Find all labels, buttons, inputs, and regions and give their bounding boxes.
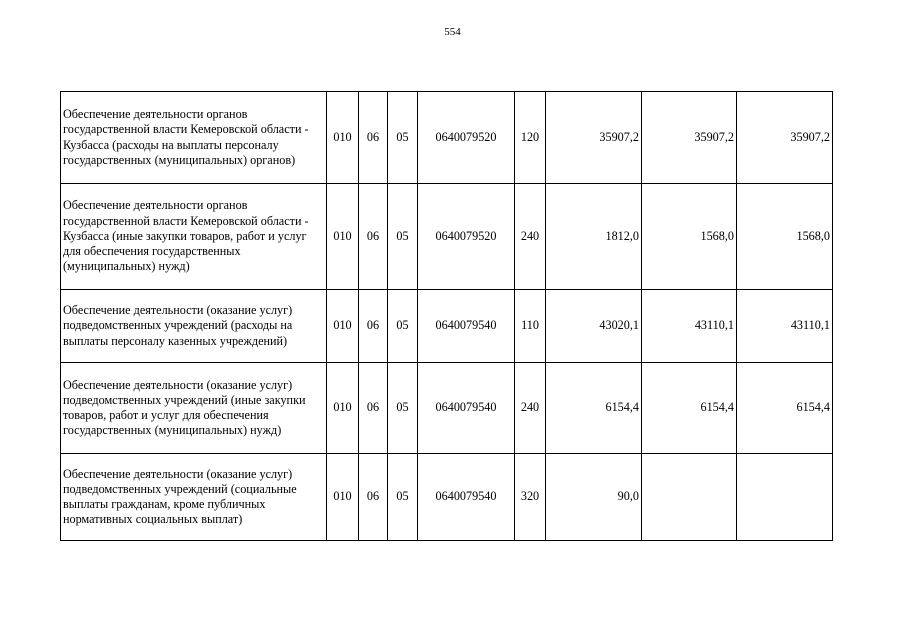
- target-article-code: 0640079520: [418, 184, 515, 290]
- target-article-code: 0640079540: [418, 290, 515, 363]
- chapter-code: 010: [327, 454, 359, 541]
- target-article-code: 0640079520: [418, 92, 515, 184]
- section-code: 06: [359, 92, 388, 184]
- row-description: Обеспечение деятельности (оказание услуг) подведомственных учреждений (иные закупки товаров, работ и услуг для обеспечения государственных (муниципальных) нужд): [61, 363, 327, 454]
- section-code: 06: [359, 184, 388, 290]
- section-code: 06: [359, 363, 388, 454]
- amount-year-2: 1568,0: [642, 184, 737, 290]
- budget-table: [60, 91, 833, 541]
- amount-year-1: 6154,4: [546, 363, 642, 454]
- amount-year-3: 43110,1: [737, 290, 833, 363]
- chapter-code: 010: [327, 363, 359, 454]
- expense-type-code: 240: [515, 363, 546, 454]
- table-row: [61, 290, 833, 363]
- chapter-code: 010: [327, 290, 359, 363]
- amount-year-3: [737, 454, 833, 541]
- expense-type-code: 320: [515, 454, 546, 541]
- table-row: [61, 92, 833, 184]
- subsection-code: 05: [388, 363, 418, 454]
- section-code: 06: [359, 290, 388, 363]
- expense-type-code: 120: [515, 92, 546, 184]
- amount-year-1: 43020,1: [546, 290, 642, 363]
- subsection-code: 05: [388, 454, 418, 541]
- table-row: [61, 184, 833, 290]
- chapter-code: 010: [327, 184, 359, 290]
- target-article-code: 0640079540: [418, 454, 515, 541]
- subsection-code: 05: [388, 290, 418, 363]
- amount-year-1: 35907,2: [546, 92, 642, 184]
- amount-year-3: 1568,0: [737, 184, 833, 290]
- row-description: Обеспечение деятельности органов государственной власти Кемеровской области - Кузбасса (иные закупки товаров, работ и услуг для обеспечения государственных (муниципальных) нужд): [61, 184, 327, 290]
- amount-year-2: 6154,4: [642, 363, 737, 454]
- row-description: Обеспечение деятельности органов государственной власти Кемеровской области - Кузбасса (расходы на выплаты персоналу государственных (муниципальных) органов): [61, 92, 327, 184]
- expense-type-code: 110: [515, 290, 546, 363]
- page-number: 554: [444, 26, 461, 38]
- amount-year-1: 90,0: [546, 454, 642, 541]
- amount-year-2: [642, 454, 737, 541]
- subsection-code: 05: [388, 92, 418, 184]
- subsection-code: 05: [388, 184, 418, 290]
- amount-year-2: 35907,2: [642, 92, 737, 184]
- amount-year-2: 43110,1: [642, 290, 737, 363]
- row-description: Обеспечение деятельности (оказание услуг) подведомственных учреждений (социальные выплаты гражданам, кроме публичных нормативных социальных выплат): [61, 454, 327, 541]
- row-description: Обеспечение деятельности (оказание услуг) подведомственных учреждений (расходы на выплаты персоналу казенных учреждений): [61, 290, 327, 363]
- target-article-code: 0640079540: [418, 363, 515, 454]
- expense-type-code: 240: [515, 184, 546, 290]
- chapter-code: 010: [327, 92, 359, 184]
- table-row: [61, 454, 833, 541]
- amount-year-3: 6154,4: [737, 363, 833, 454]
- table-row: [61, 363, 833, 454]
- amount-year-1: 1812,0: [546, 184, 642, 290]
- amount-year-3: 35907,2: [737, 92, 833, 184]
- section-code: 06: [359, 454, 388, 541]
